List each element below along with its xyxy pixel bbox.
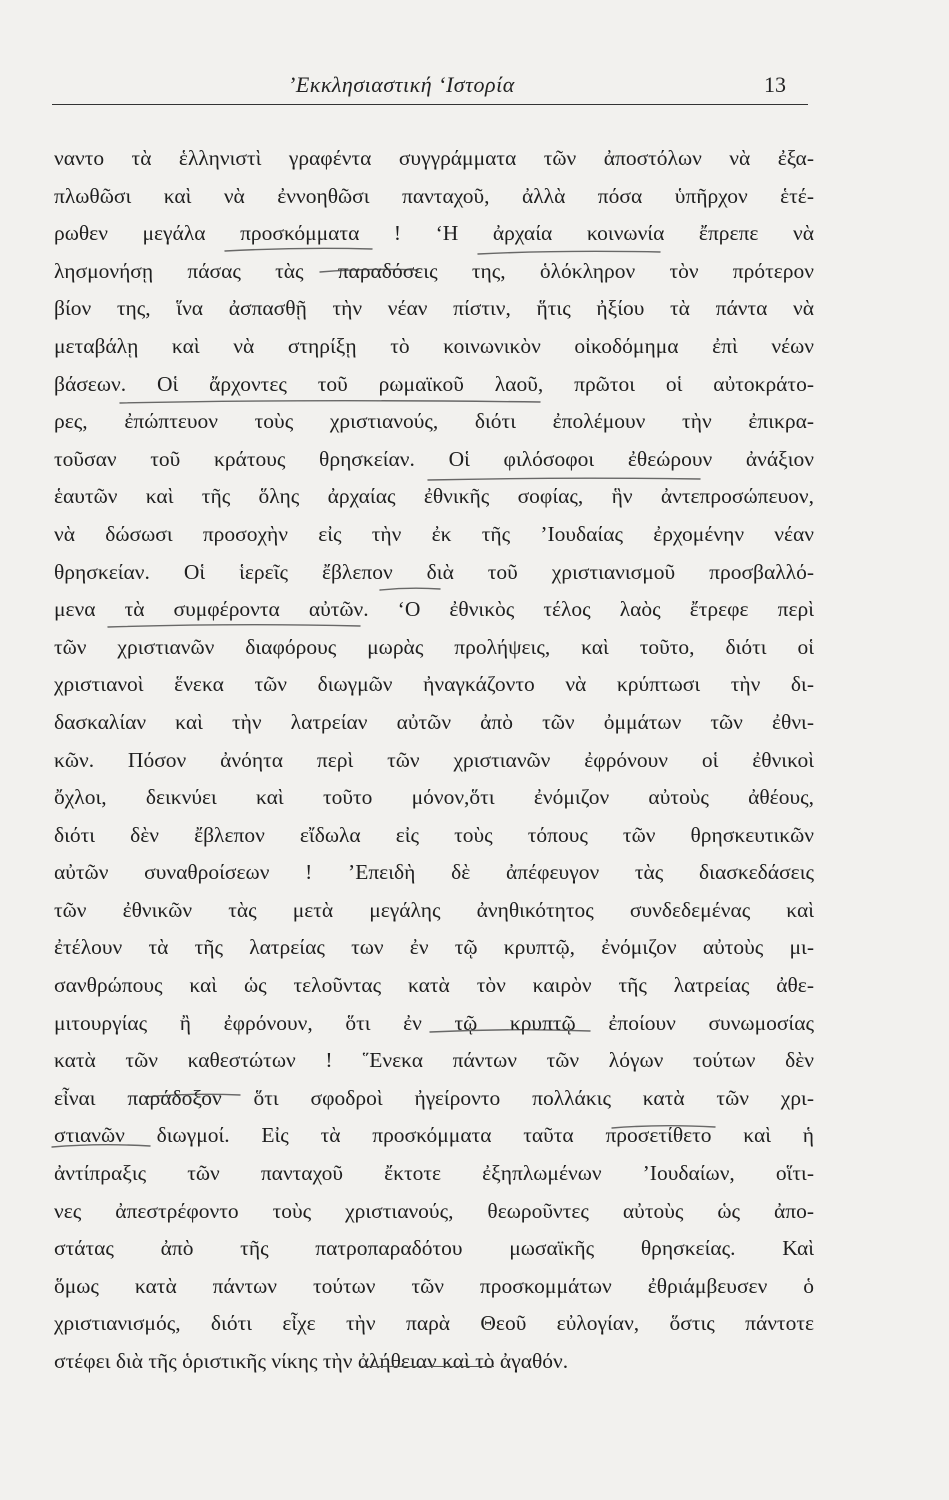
text-line: θρησκείαν. Οἱ ἱερεῖς ἔβλεπον διὰ τοῦ χριστιανισμοῦ προσβαλλό- (54, 559, 814, 584)
text-line: λησμονήσῃ πάσας τὰς παραδόσεις της, ὁλόκληρον τὸν πρότερον (54, 258, 814, 283)
text-line: χριστιανισμός, διότι εἶχε τὴν παρὰ Θεοῦ εὐλογίαν, ὅστις πάντοτε (54, 1311, 814, 1336)
text-line: ἐτέλουν τὰ τῆς λατρείας των ἐν τῷ κρυπτῷ, ἐνόμιζον αὐτοὺς μι- (54, 935, 814, 960)
text-line: μιτουργίας ἢ ἐφρόνουν, ὅτι ἐν τῷ κρυπτῷ ἐποίουν συνωμοσίας (54, 1010, 814, 1035)
text-line: στιανῶν διωγμοί. Εἰς τὰ προσκόμματα ταῦτα προσετίθετο καὶ ἡ (54, 1123, 814, 1148)
text-line: τῶν χριστιανῶν διαφόρους μωρὰς προλήψεις, καὶ τοῦτο, διότι οἱ (54, 634, 814, 659)
footer-rule (360, 1366, 494, 1367)
text-line: ὅμως κατὰ πάντων τούτων τῶν προσκομμάτων ἐθριάμβευσεν ὁ (54, 1273, 814, 1298)
text-line: εἶναι παράδοξον ὅτι σφοδροὶ ἠγείροντο πολλάκις κατὰ τῶν χρι- (54, 1085, 814, 1110)
text-line: ἀντίπραξις τῶν πανταχοῦ ἔκτοτε ἐξηπλωμένων ’Ιουδαίων, οἵτι- (54, 1161, 814, 1186)
text-line: σανθρώπους καὶ ὡς τελοῦντας κατὰ τὸν καιρὸν τῆς λατρείας ἀθε- (54, 973, 814, 998)
page-number: 13 (764, 72, 786, 97)
text-line: στάτας ἀπὸ τῆς πατροπαραδότου μωσαϊκῆς θρησκείας. Καὶ (54, 1236, 814, 1261)
text-line: αὐτῶν συναθροίσεων ! ’Επειδὴ δὲ ἀπέφευγον τὰς διασκεδάσεις (54, 860, 814, 885)
text-line: χριστιανοὶ ἕνεκα τῶν διωγμῶν ἠναγκάζοντο νὰ κρύπτωσι τὴν δι- (54, 672, 814, 697)
text-line: δασκαλίαν καὶ τὴν λατρείαν αὐτῶν ἀπὸ τῶν ὀμμάτων τῶν ἐθνι- (54, 709, 814, 734)
body-text (54, 140, 814, 1381)
text-line: κῶν. Πόσον ἀνόητα περὶ τῶν χριστιανῶν ἐφρόνουν οἱ ἐθνικοὶ (54, 747, 814, 772)
text-line: ὄχλοι, δεικνύει καὶ τοῦτο μόνον,ὅτι ἐνόμιζον αὐτοὺς ἀθέους, (54, 785, 814, 810)
text-line: μεταβάλῃ καὶ νὰ στηρίξῃ τὸ κοινωνικὸν οἰκοδόμημα ἐπὶ νέων (54, 333, 814, 358)
text-line: μενα τὰ συμφέροντα αὐτῶν. ‘Ο ἐθνικὸς τέλος λαὸς ἔτρεφε περὶ (54, 597, 814, 622)
text-line: νες ἀπεστρέφοντο τοὺς χριστιανούς, θεωροῦντες αὐτοὺς ὡς ἀπο- (54, 1198, 814, 1223)
text-line: πλωθῶσι καὶ νὰ ἐννοηθῶσι πανταχοῦ, ἀλλὰ πόσα ὑπῆρχον ἑτέ- (54, 183, 814, 208)
text-line: βίον της, ἵνα ἀσπασθῇ τὴν νέαν πίστιν, ἥτις ἠξίου τὰ πάντα νὰ (54, 296, 814, 321)
text-line: τοῦσαν τοῦ κράτους θρησκείαν. Οἱ φιλόσοφοι ἐθεώρουν ἀνάξιον (54, 446, 814, 471)
text-line: ρες, ἐπώπτευον τοὺς χριστιανούς, διότι ἐπολέμουν τὴν ἐπικρα- (54, 409, 814, 434)
text-line: ἑαυτῶν καὶ τῆς ὅλης ἀρχαίας ἐθνικῆς σοφίας, ἣν ἀντεπροσώπευον, (54, 484, 814, 509)
text-line: διότι δὲν ἔβλεπον εἴδωλα εἰς τοὺς τόπους τῶν θρησκευτικῶν (54, 822, 814, 847)
text-line: νὰ δώσωσι προσοχὴν εἰς τὴν ἐκ τῆς ’Ιουδαίας ἐρχομένην νέαν (54, 521, 814, 546)
text-line: ρωθεν μεγάλα προσκόμματα ! ‘Η ἀρχαία κοινωνία ἔπρεπε νὰ (54, 221, 814, 246)
text-line: τῶν ἐθνικῶν τὰς μετὰ μεγάλης ἀνηθικότητος συνδεδεμένας καὶ (54, 897, 814, 922)
text-line: βάσεων. Οἱ ἄρχοντες τοῦ ρωμαϊκοῦ λαοῦ, πρῶτοι οἱ αὐτοκράτο- (54, 371, 814, 396)
running-title: ’Εκκλησιαστική ‘Ιστορία (288, 72, 515, 97)
text-line: κατὰ τῶν καθεστώτων ! ῞Ενεκα πάντων τῶν λόγων τούτων δὲν (54, 1048, 814, 1073)
page-header (52, 66, 812, 106)
text-line: στέφει διὰ τῆς ὁριστικῆς νίκης τὴν ἀλήθειαν καὶ τὸ ἀγαθόν. (54, 1349, 569, 1373)
header-rule (52, 104, 808, 105)
text-line: ναντο τὰ ἑλληνιστὶ γραφέντα συγγράμματα τῶν ἀποστόλων νὰ ἐξα- (54, 146, 814, 170)
